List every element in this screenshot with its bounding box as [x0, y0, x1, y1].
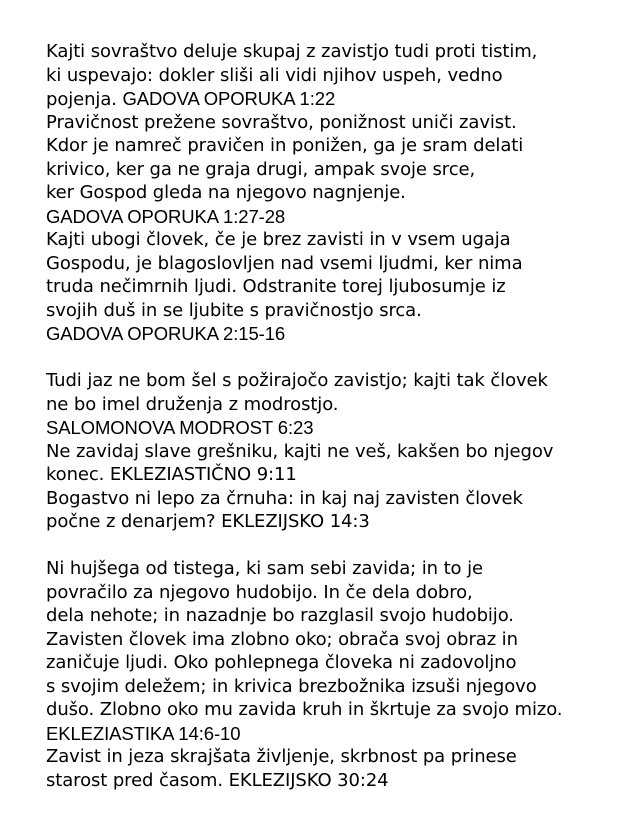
text-line: povračilo za njegovo hudobijo. In če dela dobro, [46, 581, 473, 603]
scripture-reference: SALOMONOVA MODROST 6:23 [46, 417, 314, 438]
text-line: dušo. Zlobno oko mu zavida kruh in škrtuje za svojo mizo. [46, 699, 563, 720]
scripture-reference: EKLEZIJSKO 14:3 [221, 511, 370, 532]
scripture-reference: EKLEZIASTIKA 14:6-10 [46, 722, 241, 744]
text-line [46, 87, 626, 111]
text-line: krivico, ker ga ne graja drugi, ampak svoje srce, [46, 158, 476, 180]
text-line [46, 510, 626, 534]
scripture-reference: EKLEZIASTIČNO 9:11 [109, 464, 297, 485]
text-line: Ne zavidaj slave grešniku, kajti ne veš, kakšen bo njegov [46, 440, 554, 462]
text-line: dela nehote; in nazadnje bo razglasil svojo hudobijo. [46, 605, 514, 626]
text-line: Kajti ubogi človek, če je brez zavisti in v vsem ugaja [46, 229, 511, 250]
scripture-reference: GADOVA OPORUKA 1:22 [122, 88, 336, 109]
text-line: Pravičnost prežene sovraštvo, ponižnost uniči zavist. [46, 111, 517, 133]
text-line [46, 769, 626, 793]
text-line: Gospodu, je blagoslovljen nad vsemi ljudmi, ker nima [46, 252, 523, 274]
text-line: ker Gospod gleda na njegovo nagnjenje. [46, 182, 406, 203]
text-line: svojih duš in se ljubite s pravičnostjo srca. [46, 299, 422, 321]
text-line: Kajti sovraštvo deluje skupaj z zavistjo tudi proti tistim, [46, 41, 538, 62]
text-line: Bogastvo ni lepo za črnuha: in kaj naj zavisten človek [46, 487, 523, 509]
text-line: truda nečimrnih ljudi. Odstranite torej ljubosumje iz [46, 276, 506, 297]
paragraph-spacer [46, 346, 626, 370]
text-line: ne bo imel druženja z modrostjo. [46, 393, 339, 415]
text-fragment: starost pred časom. [46, 769, 229, 791]
text-line: Tudi jaz ne bom šel s požirajočo zavistjo; kajti tak človek [46, 370, 548, 391]
document-text [46, 40, 626, 792]
text-line: Kdor je namreč pravičen in ponižen, ga je sram delati [46, 135, 524, 156]
text-line: Zavist in jeza skrajšata življenje, skrbnost pa prinese [46, 746, 517, 767]
scripture-reference: GADOVA OPORUKA 1:27-28 [46, 205, 286, 227]
text-line [46, 463, 626, 487]
scripture-reference: GADOVA OPORUKA 2:15-16 [46, 323, 286, 344]
paragraph-spacer [46, 534, 626, 558]
text-line: ki uspevajo: dokler sliši ali vidi njihov uspeh, vedno [46, 64, 503, 86]
text-line: zaničuje ljudi. Oko pohlepnega človeka ni zadovoljno [46, 652, 517, 673]
text-line: s svojim deležem; in krivica brezbožnika izsuši njegovo [46, 675, 537, 697]
text-line: Zavisten človek ima zlobno oko; obrača svoj obraz in [46, 628, 518, 650]
text-line: Ni hujšega od tistega, ki sam sebi zavida; in to je [46, 558, 483, 579]
scripture-reference: EKLEZIJSKO 30:24 [228, 769, 389, 791]
text-fragment: konec. [46, 464, 110, 485]
text-fragment: počne z denarjem? [46, 511, 222, 532]
text-fragment: pojenja. [46, 89, 123, 110]
